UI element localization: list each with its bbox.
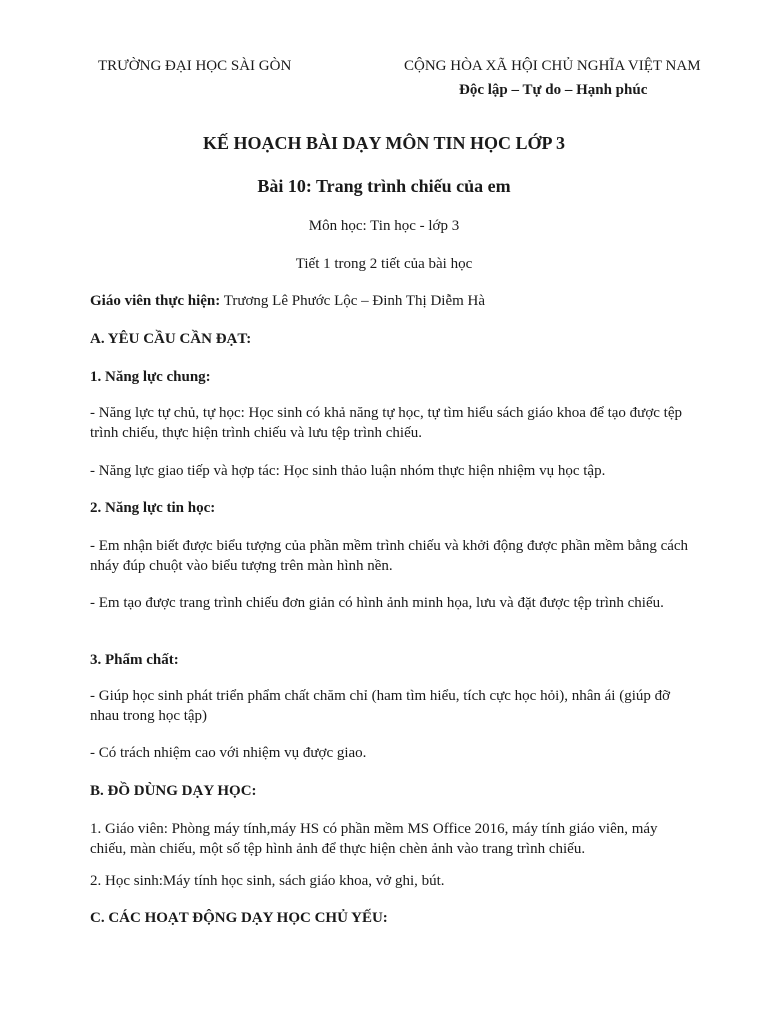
section-a-sub3: 3. Phẩm chất: [90, 652, 179, 668]
national-motto: Độc lập – Tự do – Hạnh phúc [459, 82, 648, 98]
section-b-p1: 1. Giáo viên: Phòng máy tính,máy HS có phần mềm MS Office 2016, máy tính giáo viên, máy chiếu, màn chiếu, một số tệp hình ảnh để thực hiện chèn ảnh vào trang trình chiếu. [90, 821, 658, 857]
teacher-label: Giáo viên thực hiện: [90, 293, 221, 309]
lesson-title: Bài 10: Trang trình chiếu của em [257, 176, 511, 196]
school-name: TRƯỜNG ĐẠI HỌC SÀI GÒN [98, 58, 292, 74]
period-line: Tiết 1 trong 2 tiết của bài học [295, 256, 473, 272]
section-a-p6: - Có trách nhiệm cao với nhiệm vụ được giao. [90, 745, 367, 761]
section-a-p2: - Năng lực giao tiếp và hợp tác: Học sinh thảo luận nhóm thực hiện nhiệm vụ học tập. [90, 463, 606, 479]
section-c-heading: C. CÁC HOẠT ĐỘNG DẠY HỌC CHỦ YẾU: [90, 910, 388, 926]
section-a-p3: - Em nhận biết được biểu tượng của phần mềm trình chiếu và khởi động được phần mềm bằng cách nháy đúp chuột vào biểu tượng trên màn hình nền. [90, 538, 689, 574]
section-a-sub1: 1. Năng lực chung: [90, 369, 211, 385]
teacher-names: Trương Lê Phước Lộc – Đinh Thị Diễm Hà [220, 293, 486, 309]
document-title: KẾ HOẠCH BÀI DẠY MÔN TIN HỌC LỚP 3 [202, 133, 566, 153]
country-name: CỘNG HÒA XÃ HỘI CHỦ NGHĨA VIỆT NAM [404, 58, 701, 74]
subject-line: Môn học: Tin học - lớp 3 [308, 218, 460, 234]
section-a-p1: - Năng lực tự chủ, tự học: Học sinh có khả năng tự học, tự tìm hiểu sách giáo khoa để tạo được tệp trình chiếu, thực hiện trình chiếu và lưu tệp trình chiếu. [90, 405, 682, 441]
section-a-sub2: 2. Năng lực tin học: [90, 500, 216, 516]
section-b-heading: B. ĐỒ DÙNG DẠY HỌC: [90, 783, 257, 799]
section-a-p4: - Em tạo được trang trình chiếu đơn giản có hình ảnh minh họa, lưu và đặt được tệp trình chiếu. [90, 595, 664, 611]
section-b-p2: 2. Học sinh:Máy tính học sinh, sách giáo khoa, vở ghi, bút. [90, 873, 445, 889]
teacher-line [90, 291, 485, 311]
section-a-heading: A. YÊU CẦU CẦN ĐẠT: [90, 331, 252, 347]
section-a-p5: - Giúp học sinh phát triển phẩm chất chăm chỉ (ham tìm hiểu, tích cực học hỏi), nhân ái (giúp đỡ nhau trong học tập) [90, 688, 671, 724]
